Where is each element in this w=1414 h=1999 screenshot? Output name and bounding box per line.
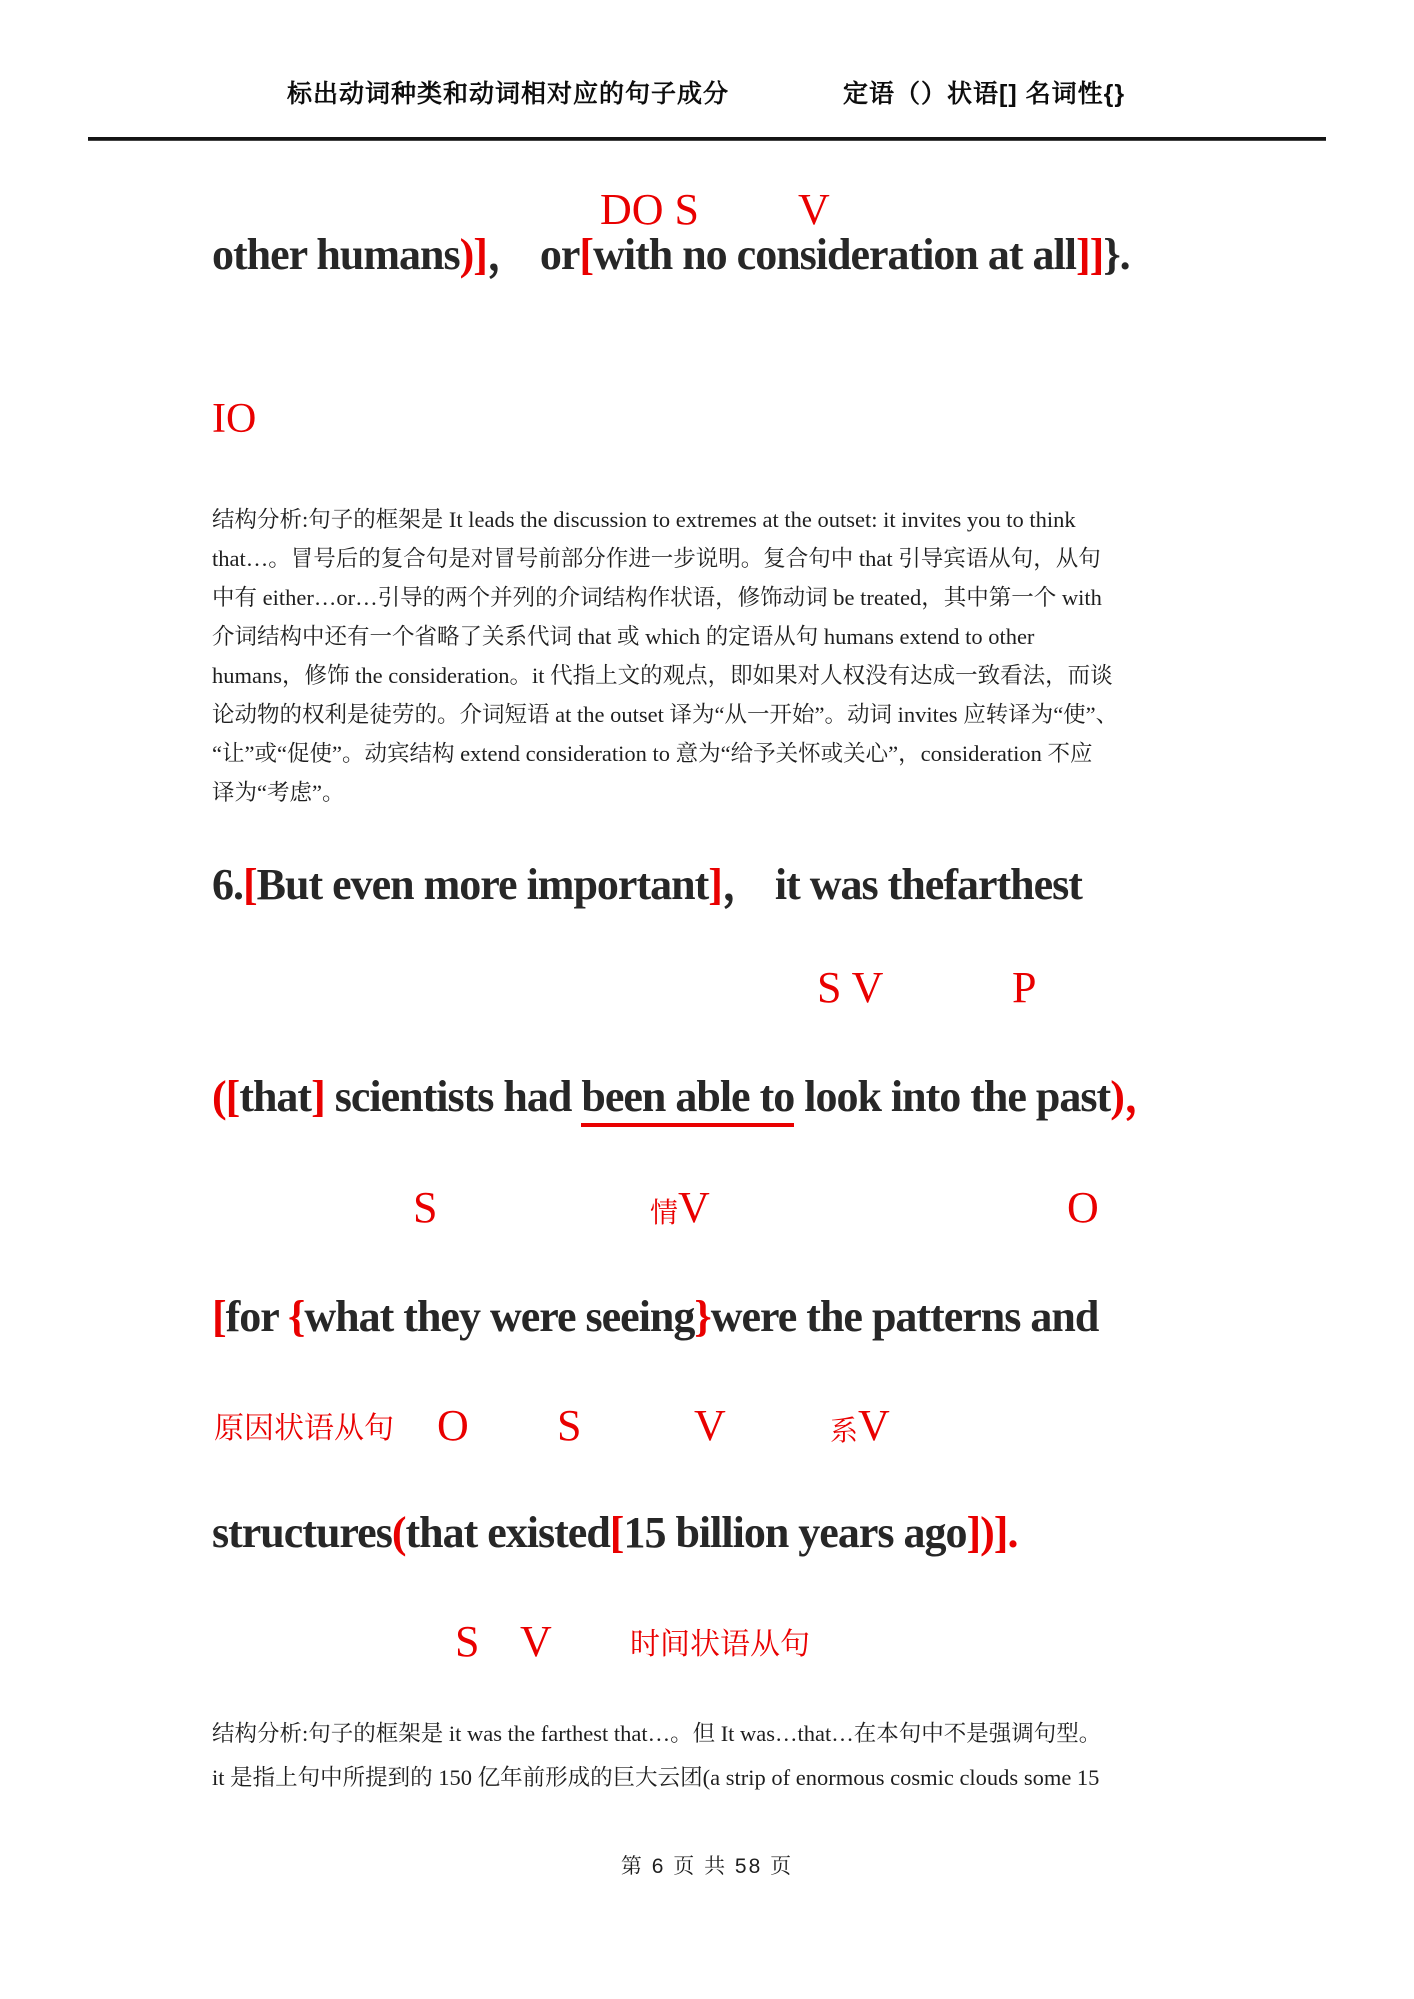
sentence-segment: }.	[1103, 230, 1130, 279]
sentence-line-6-heading	[212, 860, 1082, 911]
paragraph-line: it 是指上句中所提到的 150 亿年前形成的巨大云团(a strip of enormous cosmic clouds some 15	[212, 1765, 1100, 1790]
annotation-label-en: V	[678, 1183, 710, 1232]
annotation-label: DO S	[600, 185, 700, 234]
annotation-label	[650, 1183, 710, 1232]
annotation-label-cn: 原因状语从句	[214, 1412, 394, 1445]
sentence-segment: ， it was thefarthest	[721, 860, 1082, 909]
sentence-segment: [	[609, 1508, 624, 1557]
sentence-segment: that existed	[405, 1508, 610, 1557]
annotation-label: S	[413, 1183, 438, 1232]
annotation-label: V	[798, 185, 830, 234]
sentence-segment: [	[243, 860, 257, 909]
annotation-label: O	[437, 1401, 469, 1450]
sentence-segment: But even more important	[256, 860, 709, 909]
grammar-annotation-row-5	[0, 1617, 1414, 1672]
sentence-segment: }	[694, 1292, 711, 1341]
sentence-line-1	[212, 230, 1130, 281]
sentence-segment: ]]	[1076, 230, 1104, 279]
annotation-label: IO	[212, 396, 257, 442]
sentence-segment: ]	[708, 860, 722, 909]
sentence-segment: ]	[311, 1072, 325, 1121]
sentence-segment: (	[391, 1508, 406, 1557]
annotation-label-cn: 系	[830, 1416, 859, 1447]
analysis-paragraph-2	[212, 1712, 1217, 1800]
sentence-segment: with no consideration at all	[593, 230, 1076, 279]
paragraph-line: 译为“考虑”。	[212, 780, 345, 805]
annotation-label	[830, 1401, 890, 1450]
annotation-label-en: V	[858, 1401, 890, 1450]
sentence-segment: other humans	[212, 230, 460, 279]
paragraph-line: humans，修饰 the consideration。it 代指上文的观点，即如果对人权没有达成一致看法，而谈	[212, 663, 1113, 688]
paragraph-line: 论动物的权利是徒劳的。介词短语 at the outset 译为“从一开始”。动词 invites 应转译为“使”、	[212, 702, 1119, 727]
header-rule	[88, 137, 1326, 141]
sentence-segment: look into the past	[794, 1072, 1111, 1121]
paragraph-line: 结构分析:句子的框架是 It leads the discussion to extremes at the outset: it invites you to think	[212, 507, 1076, 532]
header-left-text: 标出动词种类和动词相对应的句子成分	[287, 80, 730, 108]
paragraph-line: 介词结构中还有一个省略了关系代词 that 或 which 的定语从句 humans extend to other	[212, 624, 1035, 649]
sentence-segment: ])].	[966, 1508, 1018, 1557]
page-number-footer: 第 6 页 共 58 页	[620, 1855, 794, 1878]
sentence-segment: scientists had	[324, 1072, 582, 1121]
sentence-number: 6.	[212, 860, 243, 909]
paragraph-line: “让”或“促使”。动宾结构 extend consideration to 意为“给予关怀或关心”，consideration 不应	[212, 741, 1093, 766]
annotation-label: O	[1067, 1183, 1099, 1232]
sentence-line-2	[212, 1072, 1167, 1123]
header-right-text: 定语（）状语[] 名词性{}	[843, 80, 1126, 108]
grammar-annotation-row-4	[0, 1401, 1414, 1456]
paragraph-line: 中有 either…or…引导的两个并列的介词结构作状语，修饰动词 be treated，其中第一个 with	[212, 585, 1102, 610]
sentence-line-4	[212, 1508, 1017, 1559]
paragraph-line: that…。冒号后的复合句是对冒号前部分作进一步说明。复合句中 that 引导宾语从句，从句	[212, 546, 1101, 571]
annotation-label: S	[557, 1401, 582, 1450]
sentence-segment: structures	[212, 1508, 392, 1557]
sentence-segment: ， or	[486, 230, 580, 279]
annotation-label: V	[694, 1401, 726, 1450]
underlined-phrase: been able to	[581, 1072, 794, 1127]
sentence-segment: [	[212, 1292, 226, 1341]
sentence-segment: )]	[459, 230, 487, 279]
sentence-segment: what they were seeing	[304, 1292, 695, 1341]
sentence-segment: for	[225, 1292, 289, 1341]
annotation-label-cn: 时间状语从句	[630, 1628, 810, 1661]
sentence-segment: {	[288, 1292, 305, 1341]
annotation-label: P	[1012, 963, 1037, 1012]
analysis-paragraph-1	[212, 500, 1217, 812]
sentence-segment: that	[239, 1072, 312, 1121]
sentence-segment: )，	[1110, 1072, 1167, 1121]
sentence-segment: [	[579, 230, 594, 279]
grammar-annotation-row-io	[0, 398, 1414, 450]
grammar-annotation-row-2	[0, 963, 1414, 1018]
annotation-label: S	[455, 1617, 480, 1666]
sentence-segment: ([	[212, 1072, 240, 1121]
annotation-label-cn: 情	[650, 1198, 679, 1229]
sentence-segment: 15 billion years ago	[623, 1508, 967, 1557]
annotation-label: V	[520, 1617, 552, 1666]
annotation-label: S V	[817, 963, 884, 1012]
paragraph-line: 结构分析:句子的框架是 it was the farthest that…。但 It was…that…在本句中不是强调句型。	[212, 1721, 1102, 1746]
grammar-annotation-row-3	[0, 1183, 1414, 1238]
sentence-segment: were the patterns and	[710, 1292, 1099, 1341]
sentence-line-3	[212, 1292, 1098, 1343]
